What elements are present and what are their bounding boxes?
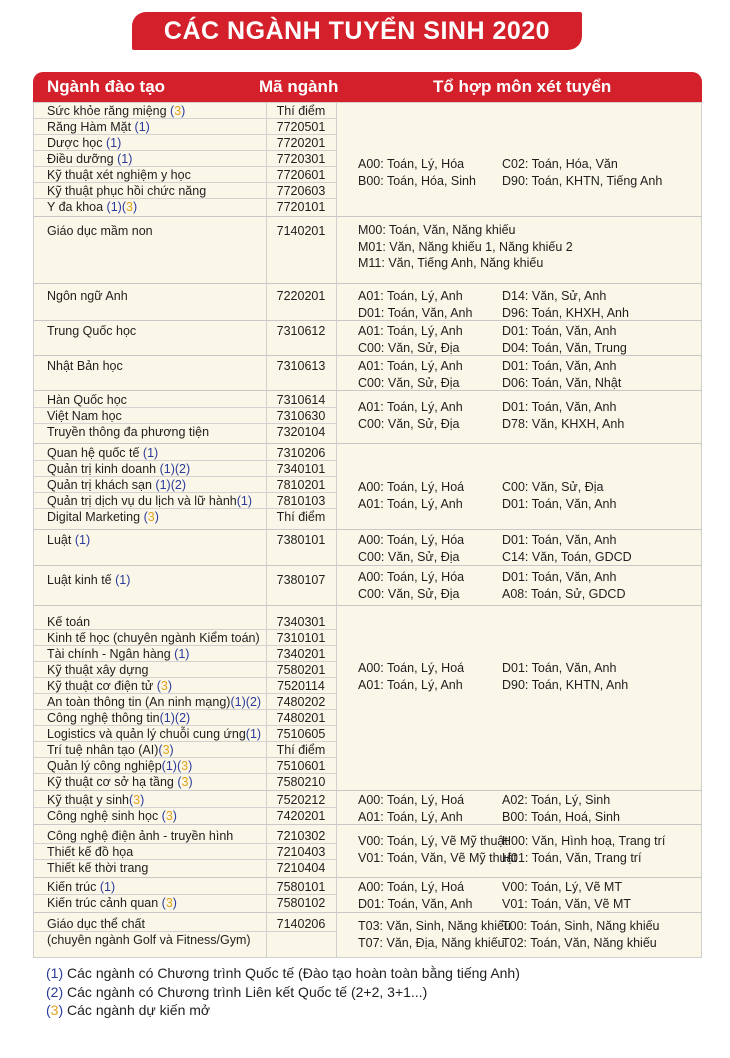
major-code: 7340201 <box>276 647 326 661</box>
table-row <box>34 614 336 630</box>
major-name-text: Quản lý công nghiệp <box>47 759 162 773</box>
major-name-text: Kỹ thuật cơ điện tử <box>47 679 157 693</box>
major-name-text: Kiến trúc <box>47 880 100 894</box>
subject-combo: D01: Toán, Văn, Anh <box>502 359 617 373</box>
major-group <box>34 444 701 530</box>
major-name <box>47 572 130 588</box>
major-name <box>47 916 145 932</box>
note-mark: (3) <box>161 809 177 823</box>
subject-combo: D90: Toán, KHTN, Tiếng Anh <box>502 173 663 188</box>
subject-combo: C00: Văn, Sử, Địa <box>502 480 604 494</box>
major-group <box>34 530 701 566</box>
major-name <box>47 758 192 774</box>
table-row <box>34 392 336 408</box>
subject-combo: T03: Văn, Sinh, Năng khiếu <box>358 919 511 933</box>
subject-combo: A00: Toán, Lý, Hoá <box>358 793 465 807</box>
major-name <box>47 895 177 911</box>
subject-combo: V00: Toán, Lý, Vẽ Mỹ thuật <box>358 834 508 848</box>
subject-combo: D01: Toán, Văn, Anh <box>502 496 617 511</box>
major-name-text: Giáo dục thể chất <box>47 917 145 931</box>
major-name <box>47 223 153 239</box>
major-name-text: Kỹ thuật cơ sở hạ tầng <box>47 775 178 789</box>
table-row <box>34 895 336 911</box>
note-mark: (1) <box>161 759 177 773</box>
subject-combo: C00: Văn, Sử, Địa <box>358 416 460 431</box>
note-mark: (2) <box>170 478 186 492</box>
major-name <box>47 828 233 844</box>
major-name-text: Dược học <box>47 136 106 150</box>
subject-combo: D01: Toán, Văn, Anh <box>502 661 617 675</box>
table-row <box>34 932 336 948</box>
legend-mark: (2) <box>46 983 64 1000</box>
subject-combo: A02: Toán, Lý, Sinh <box>502 793 611 807</box>
major-name-text: Kỹ thuật phục hồi chức năng <box>47 184 207 198</box>
subject-combo: A01: Toán, Lý, Anh <box>358 400 463 414</box>
major-name-text: Tài chính - Ngân hàng <box>47 647 175 661</box>
major-code: 7580102 <box>276 896 326 910</box>
table-row <box>34 742 336 758</box>
major-group <box>34 356 701 391</box>
major-name-text: Công nghệ thông tin <box>47 711 160 725</box>
major-name <box>47 662 148 678</box>
major-name-text: Quản trị khách sạn <box>47 478 156 492</box>
major-name-text: Kinh tế học (chuyên ngành Kiểm toán) <box>47 631 260 645</box>
major-code: 7140206 <box>276 917 326 931</box>
major-name-text: Logistics và quản lý chuỗi cung ứng <box>47 727 246 741</box>
major-name <box>47 199 137 215</box>
major-code: 7810201 <box>276 478 326 492</box>
subject-combo: V00: Toán, Lý, Vẽ MT <box>502 880 622 894</box>
major-name-text: Ngôn ngữ Anh <box>47 289 128 303</box>
major-name-text: Quản trị kinh doanh <box>47 462 160 476</box>
subject-combo: D01: Toán, Văn, Anh <box>358 305 473 320</box>
legend-item <box>46 983 520 1002</box>
table-row <box>34 408 336 424</box>
major-name <box>47 844 133 860</box>
table-row <box>34 493 336 509</box>
table-row <box>34 103 336 119</box>
note-mark: (1) <box>105 136 122 150</box>
note-mark: (2) <box>245 695 262 709</box>
major-name-text: Hàn Quốc học <box>47 393 127 407</box>
major-name-text: Kế toán <box>47 615 91 629</box>
subject-combo: M01: Văn, Năng khiếu 1, Năng khiếu 2 <box>358 239 573 254</box>
subject-combo: B00: Toán, Hóa, Sinh <box>358 173 476 188</box>
major-code: 7720501 <box>276 120 326 134</box>
major-code: 7340301 <box>276 615 326 629</box>
major-group <box>34 284 701 321</box>
note-mark: (2) <box>174 462 191 476</box>
table-row <box>34 323 336 339</box>
subject-combo: V01: Toán, Văn, Vẽ MT <box>502 896 632 911</box>
major-code: 7510601 <box>276 759 326 773</box>
major-name <box>47 461 190 477</box>
major-code: 7480201 <box>276 711 326 725</box>
subject-combo: M00: Toán, Văn, Năng khiếu <box>358 223 516 237</box>
major-code: 7720101 <box>276 200 326 214</box>
table-row <box>34 119 336 135</box>
subject-combo: D96: Toán, KHXH, Anh <box>502 305 629 320</box>
note-mark: (3) <box>170 104 186 118</box>
subject-combo: A00: Toán, Lý, Hóa <box>358 533 465 547</box>
major-code: 7580210 <box>276 775 326 789</box>
major-name <box>47 103 185 119</box>
major-group <box>34 103 701 217</box>
major-name <box>47 288 128 304</box>
major-name <box>47 323 136 339</box>
subject-combo: A00: Toán, Lý, Hoá <box>358 480 465 494</box>
subject-combo: C00: Văn, Sử, Địa <box>358 375 460 390</box>
major-code: 7380107 <box>276 573 326 587</box>
major-code: 7210302 <box>276 829 326 843</box>
major-code: 7520114 <box>277 679 325 693</box>
major-code: 7210404 <box>276 861 326 875</box>
major-name-text: Thiết kế thời trang <box>47 861 149 875</box>
subject-combo: C00: Văn, Sử, Địa <box>358 586 460 601</box>
major-code: 7580101 <box>276 880 326 894</box>
page-title: CÁC NGÀNH TUYỂN SINH 2020 <box>132 12 582 50</box>
subject-combo: A01: Toán, Lý, Anh <box>358 809 463 824</box>
major-group <box>34 321 701 356</box>
major-name-text: Giáo dục mầm non <box>47 224 153 238</box>
table-row <box>34 461 336 477</box>
major-code: 7420201 <box>276 809 326 823</box>
subject-combo: D90: Toán, KHTN, Anh <box>502 677 629 692</box>
legend-text: Các ngành có Chương trình Quốc tế (Đào tạo hoàn toàn bằng tiếng Anh) <box>67 965 520 981</box>
table-row <box>34 879 336 895</box>
legend-mark: (3) <box>46 1002 64 1018</box>
major-name <box>47 860 148 876</box>
subject-combo: A01: Toán, Lý, Anh <box>358 359 463 373</box>
major-code: 7310101 <box>276 631 326 645</box>
major-name <box>47 408 122 424</box>
major-name <box>47 726 261 742</box>
major-group <box>34 217 701 284</box>
legend-item <box>46 964 520 983</box>
table-row <box>34 694 336 710</box>
table-row <box>34 792 336 808</box>
header-major: Ngành đào tạo <box>47 77 166 96</box>
note-mark: (1) <box>74 533 91 547</box>
subject-combo: C14: Văn, Toán, GDCD <box>502 549 632 564</box>
major-name <box>47 774 193 790</box>
major-code: 7720301 <box>276 152 326 166</box>
major-code: 7810103 <box>276 494 326 508</box>
major-name-text: Trí tuệ nhân tạo (AI) <box>47 743 159 757</box>
major-name <box>47 646 189 662</box>
table-header <box>33 72 702 102</box>
table-row <box>34 445 336 461</box>
major-name <box>47 167 191 183</box>
major-code: 7310613 <box>276 359 326 373</box>
subject-combo: C00: Văn, Sử, Địa <box>358 549 460 564</box>
subject-combo: T07: Văn, Địa, Năng khiếu <box>358 935 505 950</box>
table-row <box>34 860 336 876</box>
table-row <box>34 424 336 440</box>
table-row <box>34 135 336 151</box>
major-name-text: An toàn thông tin (An ninh mạng) <box>47 695 231 709</box>
major-code: 7310612 <box>276 324 326 338</box>
major-name-text: Thiết kế đồ họa <box>47 845 134 859</box>
note-mark: (1) <box>117 152 133 166</box>
table-row <box>34 662 336 678</box>
subject-combo: A01: Toán, Lý, Anh <box>358 324 463 338</box>
major-name-text: Sức khỏe răng miệng <box>47 104 171 118</box>
major-code: 7480202 <box>276 695 326 709</box>
major-name <box>47 879 115 895</box>
note-mark: (3) <box>176 759 193 773</box>
table-row <box>34 758 336 774</box>
subject-combo: H01: Toán, Văn, Trang trí <box>502 850 642 865</box>
subject-combo: A00: Toán, Lý, Hoá <box>358 880 465 894</box>
note-mark: (1) <box>230 695 246 709</box>
major-code: 7720201 <box>276 136 326 150</box>
major-name <box>47 183 206 199</box>
majors-table <box>33 72 702 958</box>
major-name-text: Digital Marketing <box>47 510 144 524</box>
table-row <box>34 572 336 588</box>
note-mark: (3) <box>156 679 172 693</box>
table-body <box>33 102 702 958</box>
major-name <box>47 742 174 758</box>
note-mark: (1) <box>106 200 122 214</box>
note-mark: (1) <box>174 647 190 661</box>
major-name <box>47 678 172 694</box>
table-row <box>34 808 336 824</box>
note-mark: (1) <box>236 494 253 508</box>
legend-text: Các ngành dự kiến mở <box>67 1002 211 1018</box>
major-group <box>34 878 701 913</box>
table-row <box>34 199 336 215</box>
major-group <box>34 606 701 791</box>
major-code: 7310206 <box>276 446 326 460</box>
legend-mark: (1) <box>46 965 64 981</box>
major-name <box>47 119 150 135</box>
major-name <box>47 808 177 824</box>
subject-combo: T02: Toán, Văn, Năng khiếu <box>502 935 657 950</box>
legend-item <box>46 1001 520 1020</box>
subject-combo: A01: Toán, Lý, Anh <box>358 496 463 511</box>
subject-combo: A00: Toán, Lý, Hóa <box>358 570 465 584</box>
major-name <box>47 135 121 151</box>
note-mark: (1) <box>155 478 171 492</box>
major-code: 7580201 <box>276 663 326 677</box>
note-mark: (3) <box>177 775 193 789</box>
major-name-text: (chuyên ngành Golf và Fitness/Gym) <box>47 933 251 947</box>
major-code: 7520212 <box>276 793 326 807</box>
major-group <box>34 825 701 878</box>
note-mark: (1) <box>159 462 175 476</box>
major-name <box>47 445 158 461</box>
major-name <box>47 424 209 440</box>
major-name <box>47 792 144 808</box>
subject-combo: V01: Toán, Văn, Vẽ Mỹ thuật <box>358 850 517 865</box>
table-row <box>34 646 336 662</box>
major-code: 7320104 <box>276 425 326 439</box>
major-name-text: Nhật Bản học <box>47 359 123 373</box>
major-name <box>47 493 252 509</box>
note-mark: (1) <box>134 120 150 134</box>
table-row <box>34 223 336 239</box>
major-name <box>47 630 260 646</box>
major-code: 7510605 <box>276 727 326 741</box>
subject-combo: A08: Toán, Sử, GDCD <box>502 586 626 601</box>
major-code: Thí điểm <box>276 104 326 118</box>
table-row <box>34 630 336 646</box>
major-name-text: Kiến trúc cảnh quan <box>47 896 162 910</box>
note-mark: (1) <box>245 727 262 741</box>
header-code: Mã ngành <box>259 77 339 96</box>
table-row <box>34 710 336 726</box>
table-row <box>34 828 336 844</box>
major-name <box>47 614 90 630</box>
legend-text: Các ngành có Chương trình Liên kết Quốc tế (2+2, 3+1...) <box>67 983 428 1000</box>
major-group <box>34 913 701 959</box>
major-name <box>47 151 132 167</box>
subject-combo: D01: Toán, Văn, Anh <box>358 896 473 911</box>
major-name-text: Quản trị dịch vụ du lịch và lữ hành <box>47 494 237 508</box>
major-name-text: Điều dưỡng <box>47 152 118 166</box>
table-row <box>34 844 336 860</box>
major-group <box>34 566 701 606</box>
table-row <box>34 509 336 525</box>
subject-combo: M11: Văn, Tiếng Anh, Năng khiếu <box>358 256 544 270</box>
major-name <box>47 358 123 374</box>
major-code: 7310630 <box>276 409 326 423</box>
subject-combo: A01: Toán, Lý, Anh <box>358 677 463 692</box>
major-name <box>47 694 261 710</box>
note-mark: (3) <box>161 896 177 910</box>
table-row <box>34 477 336 493</box>
subject-combo: D14: Văn, Sử, Anh <box>502 289 607 303</box>
table-row <box>34 151 336 167</box>
table-row <box>34 532 336 548</box>
legend <box>46 964 520 1020</box>
major-name-text: Kỹ thuật xây dựng <box>47 663 149 677</box>
major-code: 7310614 <box>276 393 326 407</box>
table-row <box>34 183 336 199</box>
major-name-text: Quan hệ quốc tế <box>47 446 143 460</box>
major-code: 7140201 <box>276 224 326 238</box>
major-name <box>47 710 190 726</box>
subject-combo: A00: Toán, Lý, Hoá <box>358 661 465 675</box>
note-mark: (1) <box>115 573 131 587</box>
note-mark: (3) <box>158 743 174 757</box>
major-name-text: Răng Hàm Mặt <box>47 120 135 134</box>
table-row <box>34 774 336 790</box>
major-code: 7720601 <box>276 168 326 182</box>
table-row <box>34 288 336 304</box>
major-name-text: Truyền thông đa phương tiện <box>47 425 210 439</box>
major-name-text: Trung Quốc học <box>47 324 137 338</box>
subject-combo: D04: Toán, Văn, Trung <box>502 340 627 355</box>
major-name-text: Kỹ thuật y sinh <box>47 793 129 807</box>
note-mark: (1) <box>142 446 159 460</box>
table-row <box>34 678 336 694</box>
subject-combo: H00: Văn, Hình hoạ, Trang trí <box>502 834 666 848</box>
major-name <box>47 392 127 408</box>
note-mark: (1) <box>159 711 175 725</box>
major-name-text: Công nghệ điện ảnh - truyền hình <box>47 829 234 843</box>
major-name-text: Luật <box>47 533 75 547</box>
table-row <box>34 726 336 742</box>
subject-combo: B00: Toán, Hoá, Sinh <box>502 809 620 824</box>
major-code: Thí điểm <box>276 510 326 524</box>
major-name-text: Y đa khoa <box>47 200 107 214</box>
subject-combo: D78: Văn, KHXH, Anh <box>502 416 625 431</box>
major-name-text: Kỹ thuật xét nghiệm y học <box>47 168 191 182</box>
subject-combo: A01: Toán, Lý, Anh <box>358 289 463 303</box>
subject-combo: D01: Toán, Văn, Anh <box>502 533 617 547</box>
subject-combo: A00: Toán, Lý, Hóa <box>358 157 465 171</box>
major-name <box>47 932 251 948</box>
major-name-text: Việt Nam học <box>47 409 122 423</box>
note-mark: (3) <box>143 510 159 524</box>
note-mark: (2) <box>174 711 191 725</box>
major-code: 7220201 <box>276 289 326 303</box>
subject-combo: C02: Toán, Hóa, Văn <box>502 157 618 171</box>
major-group <box>34 391 701 444</box>
major-code: 7380101 <box>276 533 326 547</box>
major-code: 7340101 <box>276 462 326 476</box>
major-code: Thí điểm <box>276 743 326 757</box>
major-code: 7210403 <box>276 845 326 859</box>
subject-combo: D01: Toán, Văn, Anh <box>502 400 617 414</box>
table-row <box>34 167 336 183</box>
major-name <box>47 477 186 493</box>
note-mark: (3) <box>121 200 138 214</box>
major-name-text: Luật kinh tế <box>47 573 116 587</box>
subject-combo: C00: Văn, Sử, Địa <box>358 340 460 355</box>
header-combo: Tổ hợp môn xét tuyển <box>433 77 612 96</box>
note-mark: (3) <box>129 793 145 807</box>
subject-combo: D01: Toán, Văn, Anh <box>502 570 617 584</box>
table-row <box>34 916 336 932</box>
major-code: 7720603 <box>276 184 326 198</box>
table-row <box>34 358 336 374</box>
note-mark: (1) <box>99 880 116 894</box>
major-name-text: Công nghệ sinh học <box>47 809 162 823</box>
subject-combo: D06: Toán, Văn, Nhật <box>502 375 622 390</box>
major-name <box>47 509 159 525</box>
major-name <box>47 532 90 548</box>
subject-combo: D01: Toán, Văn, Anh <box>502 324 617 338</box>
subject-combo: T00: Toán, Sinh, Năng khiếu <box>502 919 660 933</box>
major-group <box>34 791 701 825</box>
